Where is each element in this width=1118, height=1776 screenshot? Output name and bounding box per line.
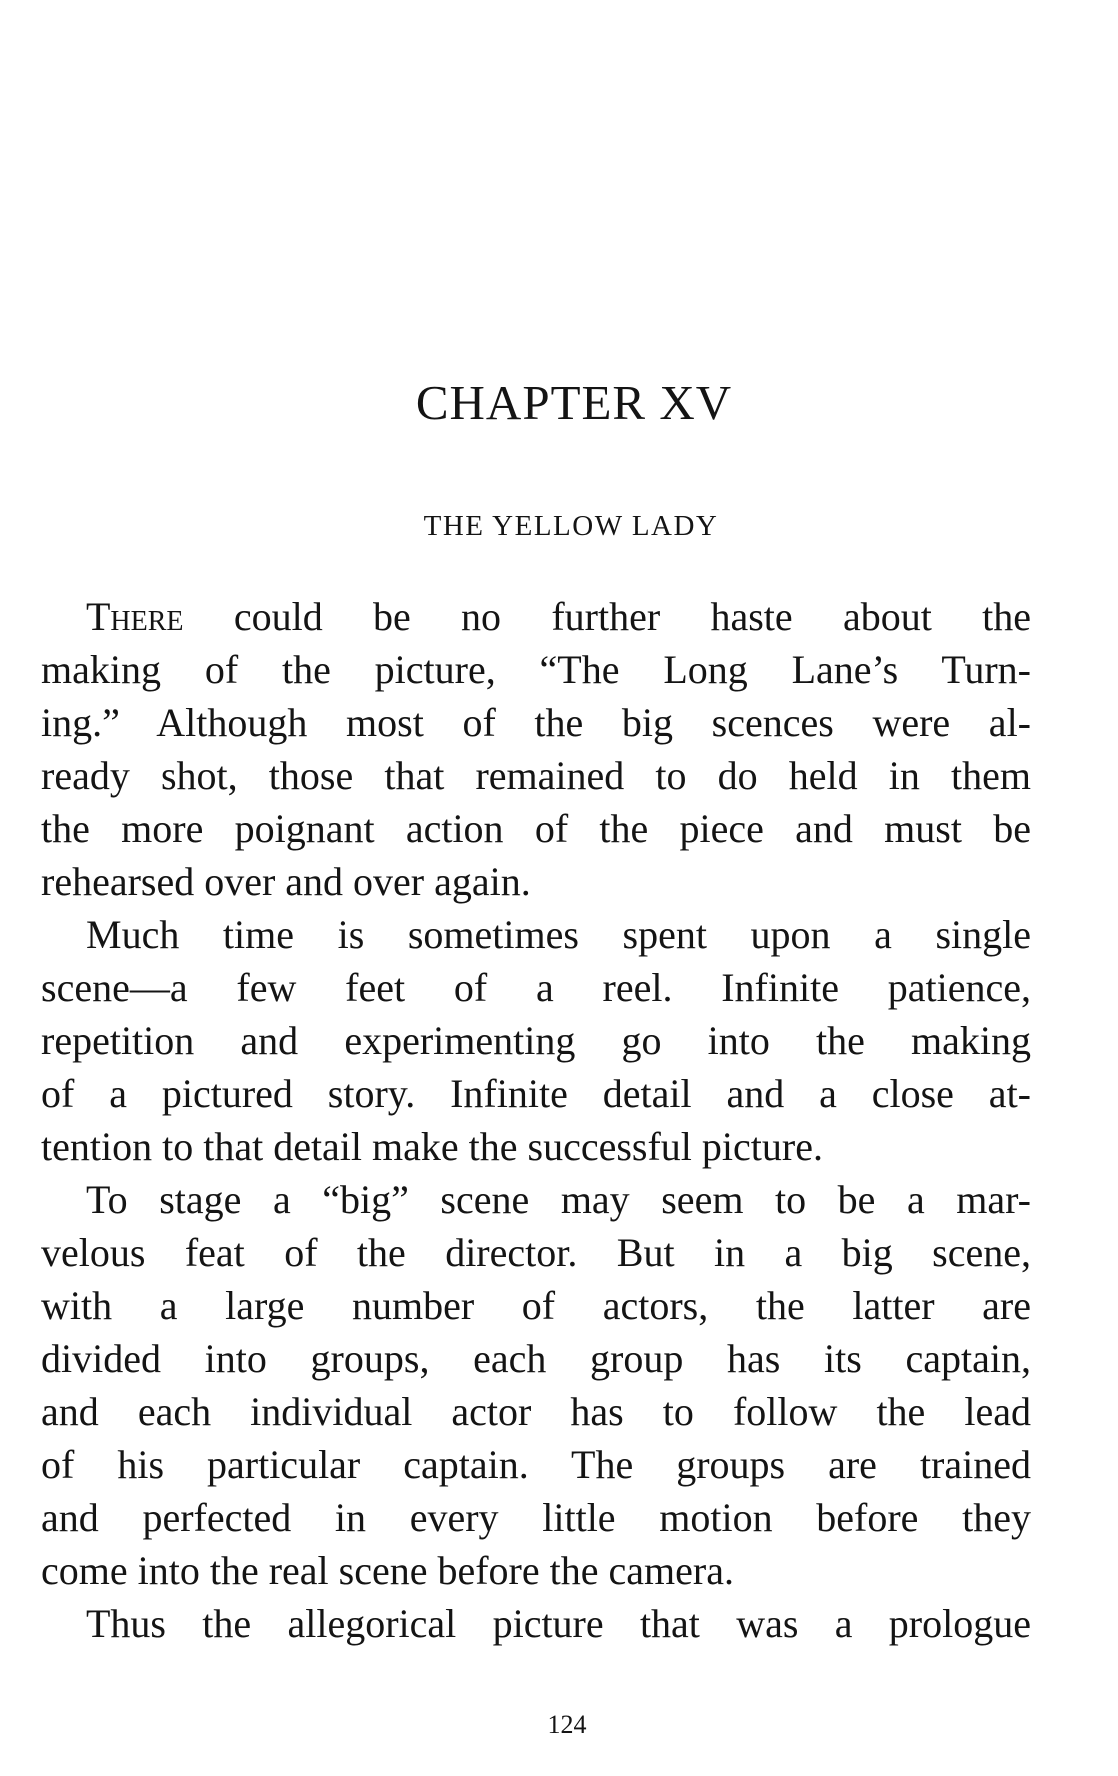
text-line: making of the picture, “The Long Lane’s Turn- (41, 647, 1031, 692)
page-number: 124 (547, 1710, 587, 1739)
paragraph (41, 908, 1031, 1173)
chapter-subtitle: THE YELLOW LADY (423, 510, 719, 542)
text-line: come into the real scene before the camera. (41, 1548, 734, 1593)
text-line: of his particular captain. The groups are trained (41, 1442, 1031, 1487)
text-line: and perfected in every little motion before they (41, 1495, 1031, 1540)
text-line: There could be no further haste about the (86, 594, 1031, 639)
text-line: ready shot, those that remained to do held in them (41, 753, 1031, 798)
text-line: Thus the allegorical picture that was a prologue (86, 1601, 1031, 1646)
paragraph (41, 590, 1031, 908)
text-line: velous feat of the director. But in a big scene, (41, 1230, 1031, 1275)
text-line: of a pictured story. Infinite detail and a close at- (41, 1071, 1031, 1116)
text-line: with a large number of actors, the latter are (41, 1283, 1031, 1328)
text-line: Much time is sometimes spent upon a single (86, 912, 1031, 957)
text-line: scene—a few feet of a reel. Infinite patience, (41, 965, 1031, 1010)
lead-word: There (86, 594, 184, 639)
paragraph (41, 1597, 1031, 1650)
chapter-title: CHAPTER XV (415, 375, 733, 430)
text-line: and each individual actor has to follow the lead (41, 1389, 1031, 1434)
text-line: repetition and experimenting go into the making (41, 1018, 1031, 1063)
text-line: To stage a “big” scene may seem to be a mar- (86, 1177, 1031, 1222)
text-line: rehearsed over and over again. (41, 859, 531, 904)
text-line: the more poignant action of the piece and must be (41, 806, 1031, 851)
paragraph (41, 1173, 1031, 1597)
body-text (41, 590, 1031, 1650)
text-line: tention to that detail make the successful picture. (41, 1124, 823, 1169)
text-line: divided into groups, each group has its captain, (41, 1336, 1031, 1381)
text-line: ing.” Although most of the big scences were al- (41, 700, 1031, 745)
